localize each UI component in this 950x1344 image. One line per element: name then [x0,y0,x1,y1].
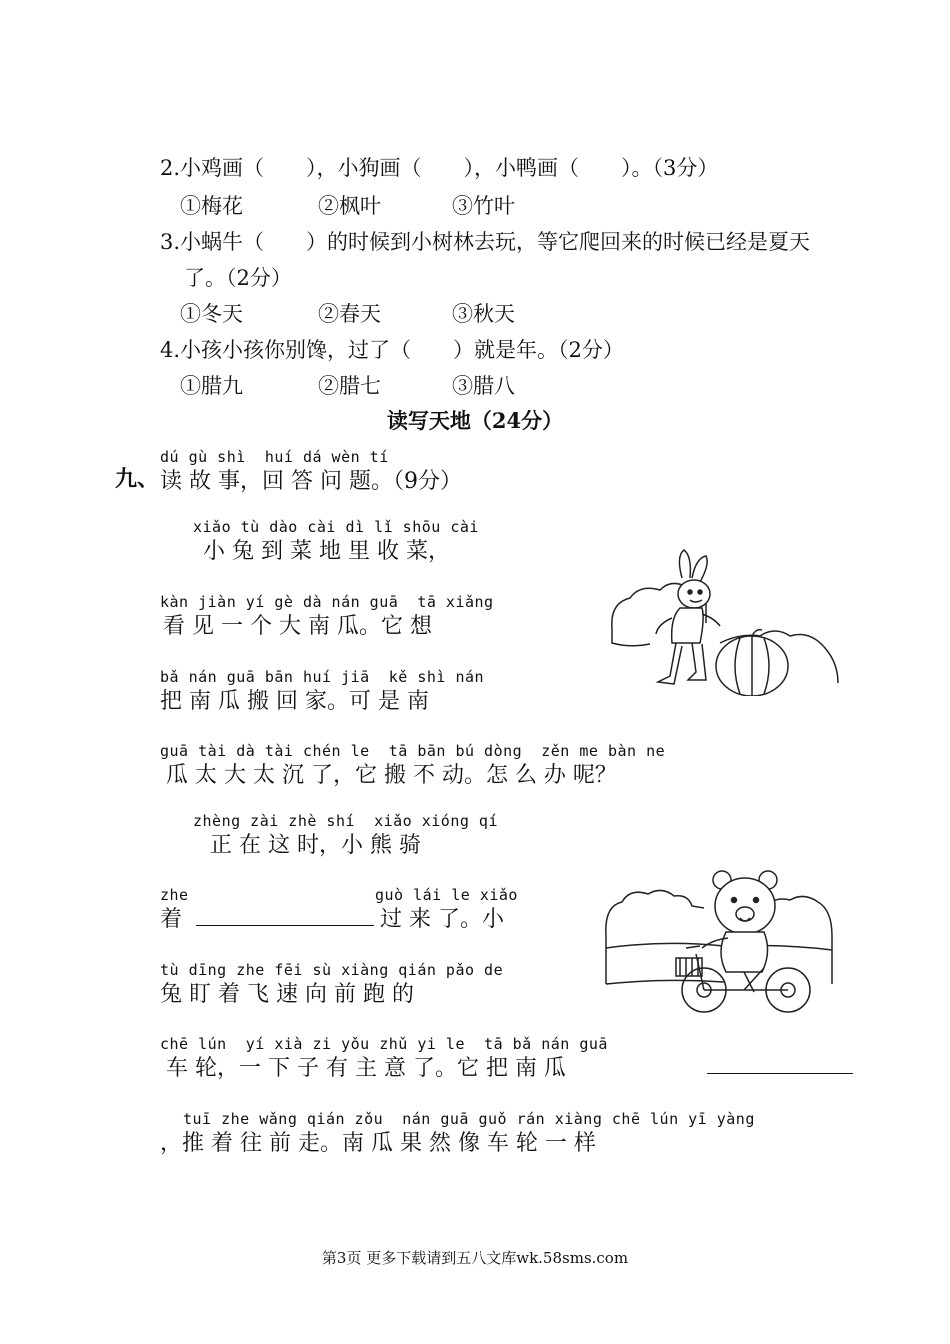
question-3-line-1: 3.小蜗牛（ ）的时候到小树林去玩，等它爬回来的时候已经是夏天 [160,230,811,254]
option: ③腊八 [452,374,515,398]
question-4-options [180,370,515,400]
story-line-6b: 过 来 了。小 [380,907,504,932]
story-pinyin-8: chē lún yí xià zi yǒu zhǔ yi le tā bǎ nán guā [160,1035,608,1053]
story-line-7: 兔 盯 着 飞 速 向 前 跑 的 [160,982,414,1007]
story-pinyin-4: guā tài dà tài chén le tā bān bú dòng zěn me bàn ne [160,742,666,760]
bear-bicycle-illustration [604,866,834,1018]
question-9-number: 九、 [115,466,160,492]
story-line-8: 车 轮，一 下 子 有 主 意 了。它 把 南 瓜 [166,1056,566,1081]
option: ③竹叶 [452,194,515,218]
story-pinyin-9: tuī zhe wǎng qián zǒu nán guā guǒ rán xiàng chē lún yī yàng [183,1110,755,1128]
story-line-6a: 着 [160,907,183,932]
story-line-9: ，推 着 往 前 走。南 瓜 果 然 像 车 轮 一 样 [160,1131,596,1156]
option: ①腊九 [180,374,243,398]
story-line-3: 把 南 瓜 搬 回 家。可 是 南 [160,689,429,714]
page-footer: 第3页 更多下载请到五八文库wk.58sms.com [321,1249,629,1267]
story-pinyin-7: tù dīng zhe fēi sù xiàng qián pǎo de [160,961,504,979]
story-pinyin-5: zhèng zài zhè shí xiǎo xióng qí [193,812,498,830]
option: ②春天 [318,302,381,326]
option: ②腊七 [318,374,381,398]
story-pinyin-6a: zhe [160,886,189,904]
story-line-2: 看 见 一 个 大 南 瓜。它 想 [163,614,432,639]
story-pinyin-1: xiǎo tù dào cài dì lǐ shōu cài [193,518,479,536]
question-3-options [180,298,515,328]
section-title: 读写天地（24分） [386,408,564,433]
story-line-4: 瓜 太 大 太 沉 了，它 搬 不 动。怎 么 办 呢？ [166,763,617,788]
answer-blank-2[interactable] [707,1073,853,1074]
story-pinyin-6b: guò lái le xiǎo [375,886,518,904]
option: ③秋天 [452,302,515,326]
option: ①冬天 [180,302,243,326]
story-pinyin-3: bǎ nán guā bān huí jiā kě shì nán [160,668,485,686]
rabbit-pumpkin-illustration [610,548,840,696]
option: ①梅花 [180,194,243,218]
question-3-line-2: 了。（2分） [184,266,292,290]
question-9-title: 读 故 事，回 答 问 题。（9分） [160,469,462,494]
answer-blank-1[interactable] [196,925,374,926]
story-line-1: 小 兔 到 菜 地 里 收 菜， [203,539,450,564]
question-2-options [180,190,515,220]
story-pinyin-2: kàn jiàn yí gè dà nán guā tā xiǎng [160,593,494,611]
question-2: 2.小鸡画（ ），小狗画（ ），小鸭画（ ）。（3分） [160,156,719,180]
question-4: 4.小孩小孩你别馋，过了（ ）就是年。（2分） [160,338,624,362]
question-9-pinyin: dú gù shì huí dá wèn tí [160,448,389,466]
option: ②枫叶 [318,194,381,218]
story-line-5: 正 在 这 时，小 熊 骑 [210,833,421,858]
